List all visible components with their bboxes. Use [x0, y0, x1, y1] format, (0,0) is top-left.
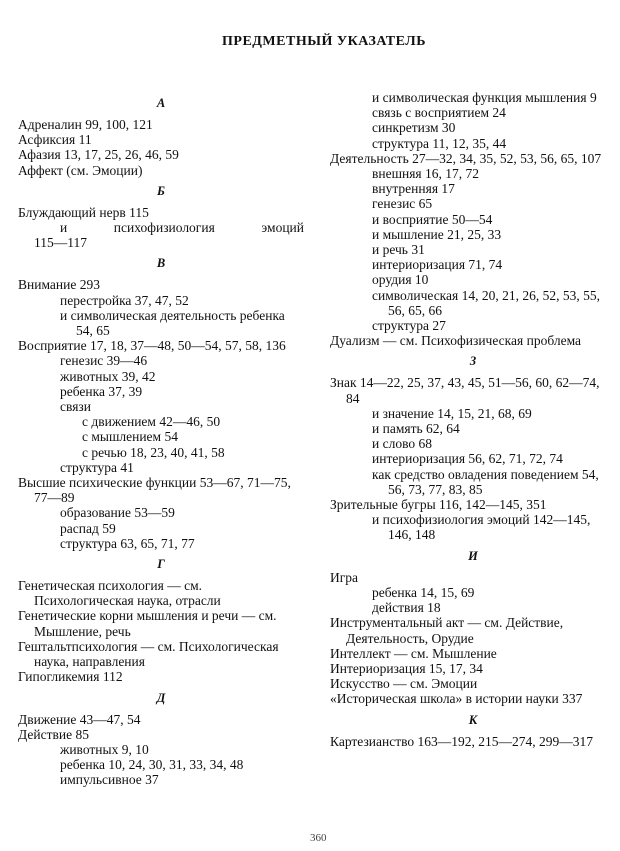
index-subentry: и речь 31 [372, 242, 425, 258]
index-entry: Восприятие 17, 18, 37—48, 50—54, 57, 58, 136 [18, 338, 286, 354]
index-subentry: как средство овладения поведением 54, 56, 73, 77, 83, 85 [372, 466, 599, 497]
index-subentry: и восприятие 50—54 [372, 211, 493, 227]
index-entry: Афазия 13, 17, 25, 26, 46, 59 [18, 147, 179, 163]
index-entry: Внимание 293 [18, 277, 100, 293]
index-subentry: связи [60, 399, 91, 415]
index-subentry: структура 11, 12, 35, 44 [372, 135, 507, 151]
index-entry: Адреналин 99, 100, 121 [18, 117, 153, 132]
index-section [330, 354, 616, 542]
index-section [330, 549, 616, 707]
index-subentry: символическая 14, 20, 21, 26, 52, 53, 55, 56, 65, 66 [372, 287, 600, 318]
index-column-right [330, 90, 616, 749]
index-subentry: животных 9, 10 [60, 741, 149, 757]
index-subentry: и психофизиология эмоций 142—145, 146, 148 [372, 512, 591, 543]
index-subentry: действия 18 [372, 600, 441, 616]
index-subentry: импульсивное 37 [60, 772, 159, 788]
section-letter: Г [157, 557, 165, 572]
index-subentry: распад 59 [60, 520, 116, 536]
index-subentry: образование 53—59 [60, 505, 175, 521]
index-entry: Инструментальный акт — см. Действие, Деятельность, Орудие [330, 615, 564, 646]
index-entry: Искусство — см. Эмоции [330, 676, 478, 692]
index-entry: Игра [330, 569, 359, 585]
index-section [18, 256, 304, 551]
index-entry: «Историческая школа» в истории науки 337 [330, 691, 583, 707]
index-subentry: ребенка 10, 24, 30, 31, 33, 34, 48 [60, 757, 244, 773]
section-letter: Б [157, 183, 165, 198]
index-subentry: внутренняя 17 [372, 181, 455, 197]
section-letter: В [156, 256, 166, 271]
index-section [18, 557, 304, 684]
index-subentry: и память 62, 64 [372, 421, 460, 437]
index-subentry: внешняя 16, 17, 72 [372, 166, 480, 182]
index-entry: Генетические корни мышления и речи — см. Мышление, речь [18, 608, 277, 639]
section-letter: И [468, 548, 478, 563]
index-section [18, 184, 304, 251]
index-subentry: ребенка 14, 15, 69 [372, 584, 475, 600]
index-entry: Аффект (см. Эмоции) [18, 162, 143, 178]
index-entry: Интеллект — см. Мышление [330, 645, 497, 661]
index-entry: Картезианство 163—192, 215—274, 299—317 [330, 733, 594, 749]
index-subentry: орудия 10 [372, 272, 429, 288]
index-subentry: и слово 68 [372, 436, 432, 452]
index-entry: Интериоризация 15, 17, 34 [330, 660, 483, 676]
index-subentry: перестройка 37, 47, 52 [60, 292, 189, 308]
index-subentry: интериоризация 71, 74 [372, 257, 503, 273]
index-entry: Зрительные бугры 116, 142—145, 351 [330, 497, 547, 513]
index-subentry: структура 27 [372, 318, 446, 334]
index-entry: Высшие психические функции 53—67, 71—75, 77—89 [18, 475, 291, 506]
index-subentry: структура 41 [60, 459, 134, 475]
index-entry: Генетическая психология — см. Психологическая наука, отрасли [18, 578, 221, 609]
index-subentry: и значение 14, 15, 21, 68, 69 [372, 405, 532, 421]
index-subentry: с мышлением 54 [82, 429, 178, 445]
section-letter: К [468, 712, 478, 727]
index-subentry: и мышление 21, 25, 33 [372, 226, 502, 242]
index-entry: Знак 14—22, 25, 37, 43, 45, 51—56, 60, 62—74, 84 [330, 375, 600, 406]
index-section [330, 90, 616, 348]
index-entry: 115—117 [34, 235, 87, 251]
index-subentry: с речью 18, 23, 40, 41, 58 [82, 444, 225, 460]
index-subentry: синкретизм 30 [372, 120, 456, 136]
index-subentry: генезис 39—46 [60, 353, 148, 369]
index-entry: Деятельность 27—32, 34, 35, 52, 53, 56, 65, 107 [330, 150, 602, 166]
index-column-left [18, 90, 304, 788]
index-entry: Асфиксия 11 [18, 132, 92, 148]
index-entry: Блуждающий нерв 115 [18, 204, 149, 220]
index-entry: Действие 85 [18, 726, 89, 742]
index-subentry: интериоризация 56, 62, 71, 72, 74 [372, 451, 563, 467]
section-letter: А [156, 96, 166, 110]
section-letter: Д [156, 690, 166, 705]
page-title: ПРЕДМЕТНЫЙ УКАЗАТЕЛЬ [222, 34, 426, 49]
index-entry: Гипогликемия 112 [18, 669, 123, 685]
index-entry: Дуализм — см. Психофизическая проблема [330, 333, 582, 349]
index-subentry: животных 39, 42 [60, 368, 156, 384]
index-entry: Гештальтпсихология — см. Психологическая наука, направления [18, 638, 279, 670]
index-subentry: генезис 65 [372, 196, 433, 212]
index-subentry: и психофизиология эмоций [60, 220, 304, 236]
index-subentry: связь с восприятием 24 [372, 105, 506, 121]
index-subentry: и символическая деятельность ребенка 54, 65 [60, 307, 285, 339]
section-letter: З [469, 354, 477, 369]
index-subentry: и символическая функция мышления 9 [372, 90, 597, 105]
index-entry: Движение 43—47, 54 [18, 711, 141, 727]
index-section [18, 691, 304, 788]
index-subentry: с движением 42—46, 50 [82, 414, 221, 430]
index-subentry: структура 63, 65, 71, 77 [60, 535, 195, 551]
page-number: 360 [310, 832, 327, 844]
index-section [330, 713, 616, 749]
index-section [18, 96, 304, 178]
index-subentry: ребенка 37, 39 [60, 383, 143, 399]
